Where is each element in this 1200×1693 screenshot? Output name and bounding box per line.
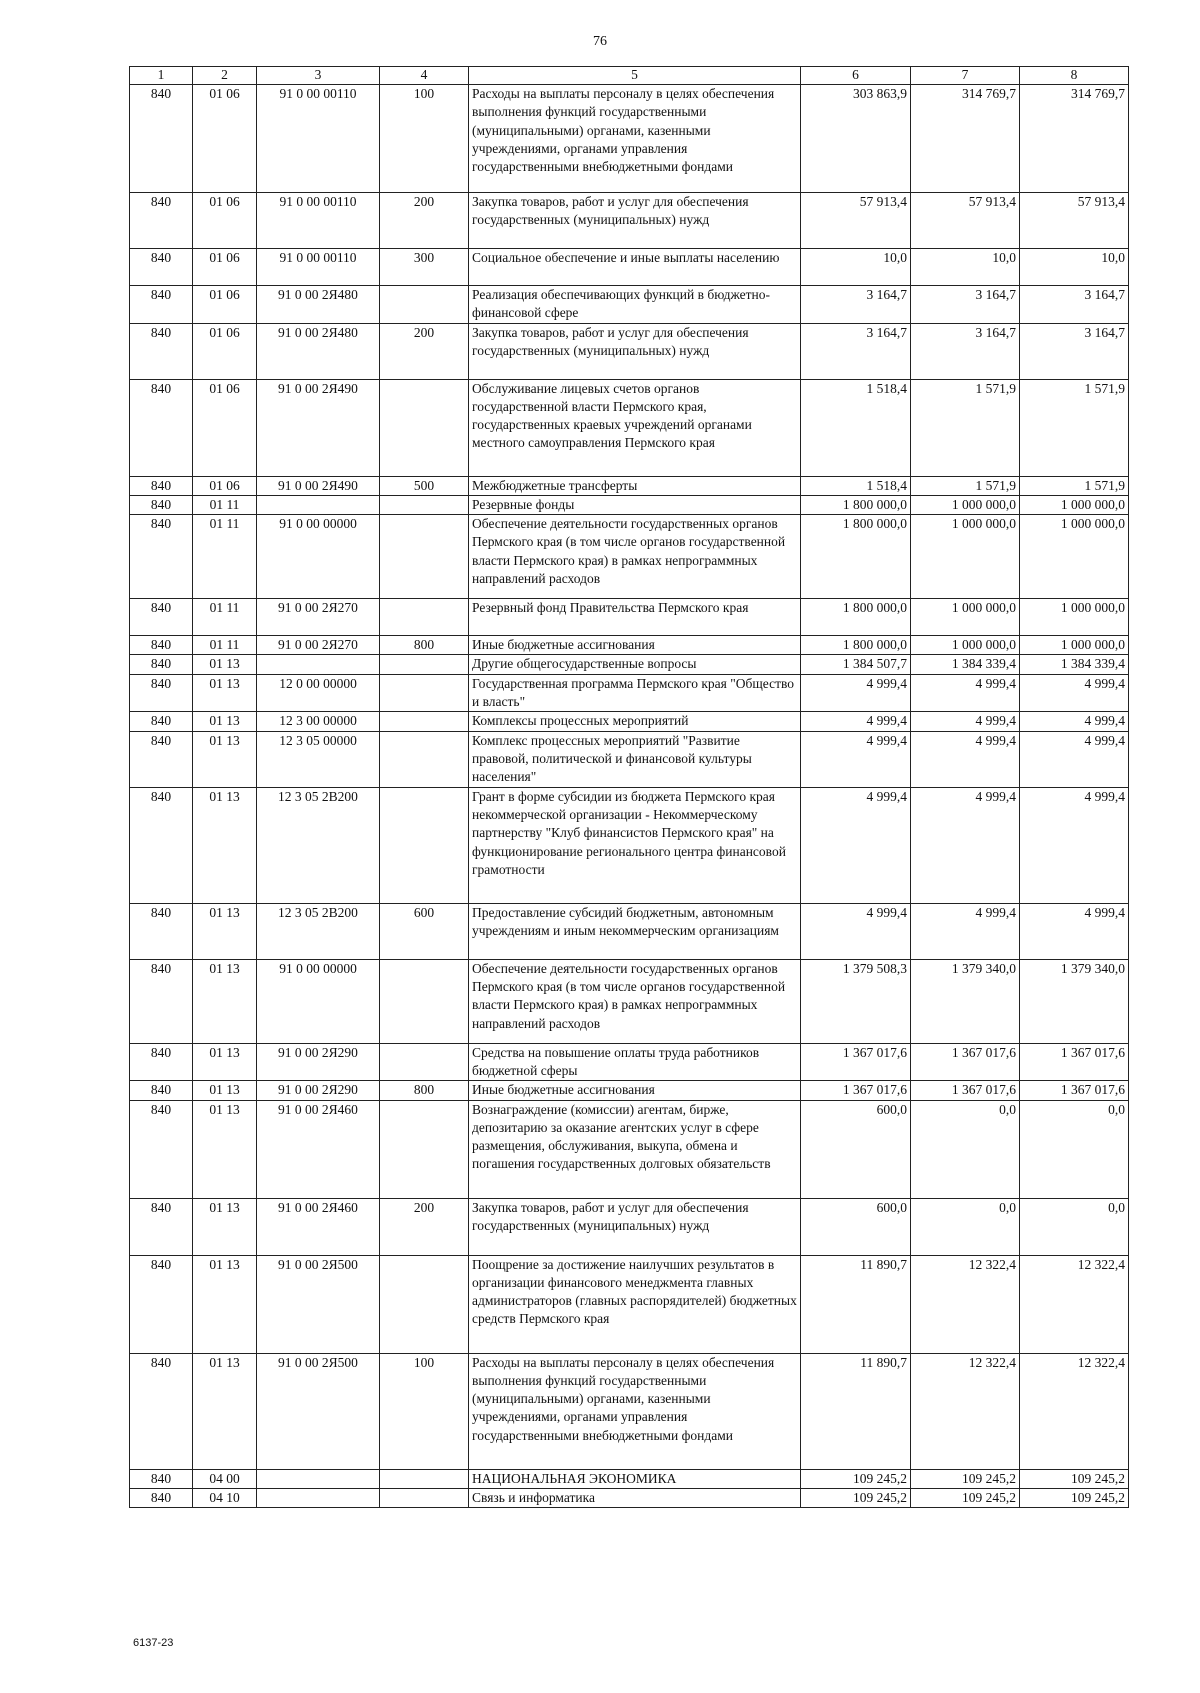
table-row (130, 1255, 1129, 1353)
target-article-code: 91 0 00 2Я500 (257, 1255, 380, 1353)
section-code: 01 13 (193, 674, 257, 712)
amount-col-6: 3 164,7 (801, 323, 911, 379)
column-header: 1 (130, 67, 193, 85)
amount-col-8: 1 367 017,6 (1020, 1081, 1129, 1100)
amount-col-6: 4 999,4 (801, 903, 911, 959)
column-header: 8 (1020, 67, 1129, 85)
amount-col-7: 1 367 017,6 (911, 1043, 1020, 1081)
table-row (130, 1198, 1129, 1255)
table-row (130, 1081, 1129, 1100)
section-code: 01 13 (193, 1198, 257, 1255)
amount-col-8: 109 245,2 (1020, 1469, 1129, 1488)
expense-type-code: 100 (380, 85, 469, 193)
target-article-code (257, 495, 380, 514)
expense-type-code (380, 495, 469, 514)
amount-col-8: 1 000 000,0 (1020, 636, 1129, 655)
amount-col-6: 1 384 507,7 (801, 655, 911, 674)
amount-col-8: 3 164,7 (1020, 323, 1129, 379)
section-code: 01 11 (193, 636, 257, 655)
expense-type-code (380, 712, 469, 731)
chapter-code: 840 (130, 249, 193, 286)
expense-name: Связь и информатика (469, 1488, 801, 1507)
table-row (130, 787, 1129, 903)
table-row (130, 1100, 1129, 1198)
expense-type-code (380, 959, 469, 1043)
amount-col-6: 1 379 508,3 (801, 959, 911, 1043)
amount-col-8: 57 913,4 (1020, 193, 1129, 249)
target-article-code: 12 3 00 00000 (257, 712, 380, 731)
amount-col-6: 4 999,4 (801, 731, 911, 787)
amount-col-6: 1 800 000,0 (801, 636, 911, 655)
chapter-code: 840 (130, 1469, 193, 1488)
amount-col-8: 1 367 017,6 (1020, 1043, 1129, 1081)
amount-col-6: 1 518,4 (801, 476, 911, 495)
expense-name: Закупка товаров, работ и услуг для обеспечения государственных (муниципальных) нужд (469, 323, 801, 379)
amount-col-8: 1 000 000,0 (1020, 495, 1129, 514)
amount-col-8: 1 379 340,0 (1020, 959, 1129, 1043)
section-code: 01 06 (193, 85, 257, 193)
table-row (130, 655, 1129, 674)
section-code: 01 13 (193, 1353, 257, 1469)
section-code: 04 10 (193, 1488, 257, 1507)
amount-col-7: 3 164,7 (911, 286, 1020, 324)
amount-col-8: 12 322,4 (1020, 1353, 1129, 1469)
section-code: 01 06 (193, 193, 257, 249)
target-article-code: 91 0 00 2Я480 (257, 286, 380, 324)
column-header: 4 (380, 67, 469, 85)
target-article-code: 91 0 00 2Я270 (257, 599, 380, 636)
section-code: 01 11 (193, 599, 257, 636)
table-row (130, 712, 1129, 731)
amount-col-6: 4 999,4 (801, 787, 911, 903)
amount-col-8: 4 999,4 (1020, 903, 1129, 959)
target-article-code: 91 0 00 2Я480 (257, 323, 380, 379)
expense-type-code: 800 (380, 636, 469, 655)
target-article-code: 91 0 00 2Я270 (257, 636, 380, 655)
amount-col-6: 600,0 (801, 1198, 911, 1255)
amount-col-6: 1 518,4 (801, 379, 911, 476)
expense-name: Резервный фонд Правительства Пермского края (469, 599, 801, 636)
chapter-code: 840 (130, 193, 193, 249)
target-article-code: 91 0 00 2Я290 (257, 1043, 380, 1081)
chapter-code: 840 (130, 286, 193, 324)
page-number: 76 (593, 34, 607, 49)
table-body (130, 85, 1129, 1508)
expense-name: Другие общегосударственные вопросы (469, 655, 801, 674)
amount-col-7: 10,0 (911, 249, 1020, 286)
amount-col-7: 4 999,4 (911, 731, 1020, 787)
expense-type-code (380, 286, 469, 324)
column-number-row (130, 67, 1129, 85)
column-header: 5 (469, 67, 801, 85)
table-row (130, 599, 1129, 636)
budget-table (129, 66, 1129, 1508)
amount-col-8: 1 000 000,0 (1020, 599, 1129, 636)
expense-name: Средства на повышение оплаты труда работников бюджетной сферы (469, 1043, 801, 1081)
expense-type-code (380, 731, 469, 787)
section-code: 01 13 (193, 1255, 257, 1353)
chapter-code: 840 (130, 1043, 193, 1081)
expense-type-code: 300 (380, 249, 469, 286)
chapter-code: 840 (130, 712, 193, 731)
amount-col-6: 57 913,4 (801, 193, 911, 249)
table-row (130, 1353, 1129, 1469)
expense-type-code (380, 599, 469, 636)
expense-type-code: 500 (380, 476, 469, 495)
target-article-code: 91 0 00 2Я460 (257, 1198, 380, 1255)
expense-name: Иные бюджетные ассигнования (469, 1081, 801, 1100)
section-code: 01 06 (193, 249, 257, 286)
target-article-code: 91 0 00 00110 (257, 85, 380, 193)
amount-col-7: 12 322,4 (911, 1255, 1020, 1353)
amount-col-6: 4 999,4 (801, 674, 911, 712)
expense-name: Поощрение за достижение наилучших результатов в организации финансового менеджмента главных администраторов (главных распорядителей) бюджетных средств Пермского края (469, 1255, 801, 1353)
chapter-code: 840 (130, 674, 193, 712)
amount-col-7: 1 000 000,0 (911, 636, 1020, 655)
amount-col-7: 4 999,4 (911, 674, 1020, 712)
amount-col-7: 57 913,4 (911, 193, 1020, 249)
amount-col-7: 0,0 (911, 1100, 1020, 1198)
amount-col-7: 1 000 000,0 (911, 599, 1020, 636)
expense-name: Реализация обеспечивающих функций в бюджетно-финансовой сфере (469, 286, 801, 324)
amount-col-7: 4 999,4 (911, 787, 1020, 903)
expense-name: Вознаграждение (комиссии) агентам, бирже, депозитарию за оказание агентских услуг в сфере размещения, обслуживания, выкупа, обмена и погашения государственных долговых обязательств (469, 1100, 801, 1198)
section-code: 01 13 (193, 1043, 257, 1081)
expense-type-code (380, 379, 469, 476)
chapter-code: 840 (130, 903, 193, 959)
section-code: 01 11 (193, 495, 257, 514)
expense-type-code (380, 674, 469, 712)
expense-name: Обслуживание лицевых счетов органов государственной власти Пермского края, государственных краевых учреждений органами местного самоуправления Пермского края (469, 379, 801, 476)
section-code: 01 06 (193, 379, 257, 476)
target-article-code: 91 0 00 2Я290 (257, 1081, 380, 1100)
expense-type-code: 200 (380, 1198, 469, 1255)
footer-code: 6137-23 (133, 1637, 174, 1649)
amount-col-8: 4 999,4 (1020, 787, 1129, 903)
expense-name: Комплекс процессных мероприятий "Развитие правовой, политической и финансовой культуры населения" (469, 731, 801, 787)
chapter-code: 840 (130, 1255, 193, 1353)
expense-name: Предоставление субсидий бюджетным, автономным учреждениям и иным некоммерческим организациям (469, 903, 801, 959)
amount-col-8: 4 999,4 (1020, 674, 1129, 712)
table-row (130, 379, 1129, 476)
expense-name: Иные бюджетные ассигнования (469, 636, 801, 655)
amount-col-7: 1 367 017,6 (911, 1081, 1020, 1100)
amount-col-7: 1 000 000,0 (911, 495, 1020, 514)
table-row (130, 959, 1129, 1043)
expense-name: Межбюджетные трансферты (469, 476, 801, 495)
amount-col-6: 109 245,2 (801, 1488, 911, 1507)
target-article-code: 12 3 05 00000 (257, 731, 380, 787)
target-article-code: 91 0 00 2Я490 (257, 379, 380, 476)
chapter-code: 840 (130, 495, 193, 514)
target-article-code: 91 0 00 00000 (257, 959, 380, 1043)
amount-col-6: 1 800 000,0 (801, 495, 911, 514)
chapter-code: 840 (130, 85, 193, 193)
table-row (130, 731, 1129, 787)
expense-type-code (380, 1469, 469, 1488)
chapter-code: 840 (130, 599, 193, 636)
amount-col-7: 1 000 000,0 (911, 515, 1020, 599)
column-header: 3 (257, 67, 380, 85)
expense-type-code (380, 1100, 469, 1198)
table-row (130, 323, 1129, 379)
expense-type-code: 200 (380, 193, 469, 249)
table-row (130, 476, 1129, 495)
amount-col-6: 11 890,7 (801, 1255, 911, 1353)
amount-col-8: 12 322,4 (1020, 1255, 1129, 1353)
column-header: 2 (193, 67, 257, 85)
amount-col-8: 1 571,9 (1020, 476, 1129, 495)
expense-type-code (380, 1488, 469, 1507)
amount-col-6: 11 890,7 (801, 1353, 911, 1469)
amount-col-7: 1 379 340,0 (911, 959, 1020, 1043)
chapter-code: 840 (130, 731, 193, 787)
table-row (130, 1043, 1129, 1081)
expense-type-code: 600 (380, 903, 469, 959)
amount-col-6: 1 367 017,6 (801, 1081, 911, 1100)
expense-type-code (380, 655, 469, 674)
amount-col-7: 1 571,9 (911, 476, 1020, 495)
chapter-code: 840 (130, 636, 193, 655)
amount-col-8: 0,0 (1020, 1198, 1129, 1255)
amount-col-6: 109 245,2 (801, 1469, 911, 1488)
chapter-code: 840 (130, 1100, 193, 1198)
table-row (130, 286, 1129, 324)
chapter-code: 840 (130, 515, 193, 599)
amount-col-6: 1 800 000,0 (801, 515, 911, 599)
target-article-code (257, 655, 380, 674)
amount-col-6: 1 367 017,6 (801, 1043, 911, 1081)
expense-type-code: 200 (380, 323, 469, 379)
section-code: 01 13 (193, 903, 257, 959)
target-article-code (257, 1469, 380, 1488)
amount-col-7: 12 322,4 (911, 1353, 1020, 1469)
amount-col-8: 0,0 (1020, 1100, 1129, 1198)
amount-col-8: 1 571,9 (1020, 379, 1129, 476)
expense-name: Резервные фонды (469, 495, 801, 514)
chapter-code: 840 (130, 1198, 193, 1255)
chapter-code: 840 (130, 379, 193, 476)
expense-name: Закупка товаров, работ и услуг для обеспечения государственных (муниципальных) нужд (469, 193, 801, 249)
column-header: 6 (801, 67, 911, 85)
amount-col-8: 10,0 (1020, 249, 1129, 286)
expense-type-code: 800 (380, 1081, 469, 1100)
amount-col-8: 3 164,7 (1020, 286, 1129, 324)
amount-col-7: 4 999,4 (911, 712, 1020, 731)
table-row (130, 903, 1129, 959)
expense-name: Государственная программа Пермского края "Общество и власть" (469, 674, 801, 712)
section-code: 01 13 (193, 731, 257, 787)
section-code: 01 06 (193, 286, 257, 324)
amount-col-7: 109 245,2 (911, 1469, 1020, 1488)
amount-col-6: 600,0 (801, 1100, 911, 1198)
amount-col-6: 303 863,9 (801, 85, 911, 193)
expense-type-code (380, 1043, 469, 1081)
chapter-code: 840 (130, 476, 193, 495)
amount-col-6: 4 999,4 (801, 712, 911, 731)
table-row (130, 1469, 1129, 1488)
amount-col-7: 1 571,9 (911, 379, 1020, 476)
amount-col-7: 1 384 339,4 (911, 655, 1020, 674)
expense-name: Обеспечение деятельности государственных органов Пермского края (в том числе органов государственной власти Пермского края) в рамках непрограммных направлений расходов (469, 959, 801, 1043)
target-article-code: 91 0 00 2Я460 (257, 1100, 380, 1198)
section-code: 01 06 (193, 476, 257, 495)
target-article-code: 91 0 00 00110 (257, 193, 380, 249)
target-article-code (257, 1488, 380, 1507)
target-article-code: 12 0 00 00000 (257, 674, 380, 712)
amount-col-7: 4 999,4 (911, 903, 1020, 959)
expense-name: Закупка товаров, работ и услуг для обеспечения государственных (муниципальных) нужд (469, 1198, 801, 1255)
section-code: 01 13 (193, 1081, 257, 1100)
chapter-code: 840 (130, 1081, 193, 1100)
chapter-code: 840 (130, 787, 193, 903)
expense-name: Обеспечение деятельности государственных органов Пермского края (в том числе органов государственной власти Пермского края) в рамках непрограммных направлений расходов (469, 515, 801, 599)
expense-type-code (380, 787, 469, 903)
target-article-code: 91 0 00 2Я500 (257, 1353, 380, 1469)
table-row (130, 636, 1129, 655)
target-article-code: 91 0 00 00000 (257, 515, 380, 599)
table-row (130, 495, 1129, 514)
chapter-code: 840 (130, 1488, 193, 1507)
target-article-code: 12 3 05 2В200 (257, 903, 380, 959)
table-row (130, 193, 1129, 249)
chapter-code: 840 (130, 1353, 193, 1469)
chapter-code: 840 (130, 655, 193, 674)
expense-name: Расходы на выплаты персоналу в целях обеспечения выполнения функций государственными (муниципальными) органами, казенными учреждениями, органами управления государственными внебюджетными фондами (469, 1353, 801, 1469)
target-article-code: 91 0 00 00110 (257, 249, 380, 286)
section-code: 01 13 (193, 787, 257, 903)
section-code: 01 13 (193, 1100, 257, 1198)
amount-col-8: 4 999,4 (1020, 731, 1129, 787)
table-row (130, 249, 1129, 286)
section-code: 01 13 (193, 959, 257, 1043)
amount-col-8: 314 769,7 (1020, 85, 1129, 193)
amount-col-6: 3 164,7 (801, 286, 911, 324)
section-code: 01 13 (193, 655, 257, 674)
amount-col-8: 4 999,4 (1020, 712, 1129, 731)
amount-col-7: 109 245,2 (911, 1488, 1020, 1507)
table-row (130, 85, 1129, 193)
amount-col-6: 1 800 000,0 (801, 599, 911, 636)
table-row (130, 515, 1129, 599)
expense-name: НАЦИОНАЛЬНАЯ ЭКОНОМИКА (469, 1469, 801, 1488)
expense-type-code (380, 1255, 469, 1353)
amount-col-8: 109 245,2 (1020, 1488, 1129, 1507)
amount-col-7: 0,0 (911, 1198, 1020, 1255)
amount-col-8: 1 000 000,0 (1020, 515, 1129, 599)
table-row (130, 674, 1129, 712)
target-article-code: 12 3 05 2В200 (257, 787, 380, 903)
section-code: 01 06 (193, 323, 257, 379)
section-code: 04 00 (193, 1469, 257, 1488)
table-row (130, 1488, 1129, 1507)
amount-col-8: 1 384 339,4 (1020, 655, 1129, 674)
amount-col-7: 3 164,7 (911, 323, 1020, 379)
section-code: 01 13 (193, 712, 257, 731)
amount-col-7: 314 769,7 (911, 85, 1020, 193)
expense-type-code: 100 (380, 1353, 469, 1469)
target-article-code: 91 0 00 2Я490 (257, 476, 380, 495)
expense-name: Социальное обеспечение и иные выплаты населению (469, 249, 801, 286)
section-code: 01 11 (193, 515, 257, 599)
expense-name: Комплексы процессных мероприятий (469, 712, 801, 731)
expense-name: Грант в форме субсидии из бюджета Пермского края некоммерческой организации - Некоммерческому партнерству "Клуб финансистов Пермского края" на функционирование регионального центра финансовой грамотности (469, 787, 801, 903)
expense-type-code (380, 515, 469, 599)
chapter-code: 840 (130, 959, 193, 1043)
expense-name: Расходы на выплаты персоналу в целях обеспечения выполнения функций государственными (муниципальными) органами, казенными учреждениями, органами управления государственными внебюджетными фондами (469, 85, 801, 193)
column-header: 7 (911, 67, 1020, 85)
chapter-code: 840 (130, 323, 193, 379)
amount-col-6: 10,0 (801, 249, 911, 286)
